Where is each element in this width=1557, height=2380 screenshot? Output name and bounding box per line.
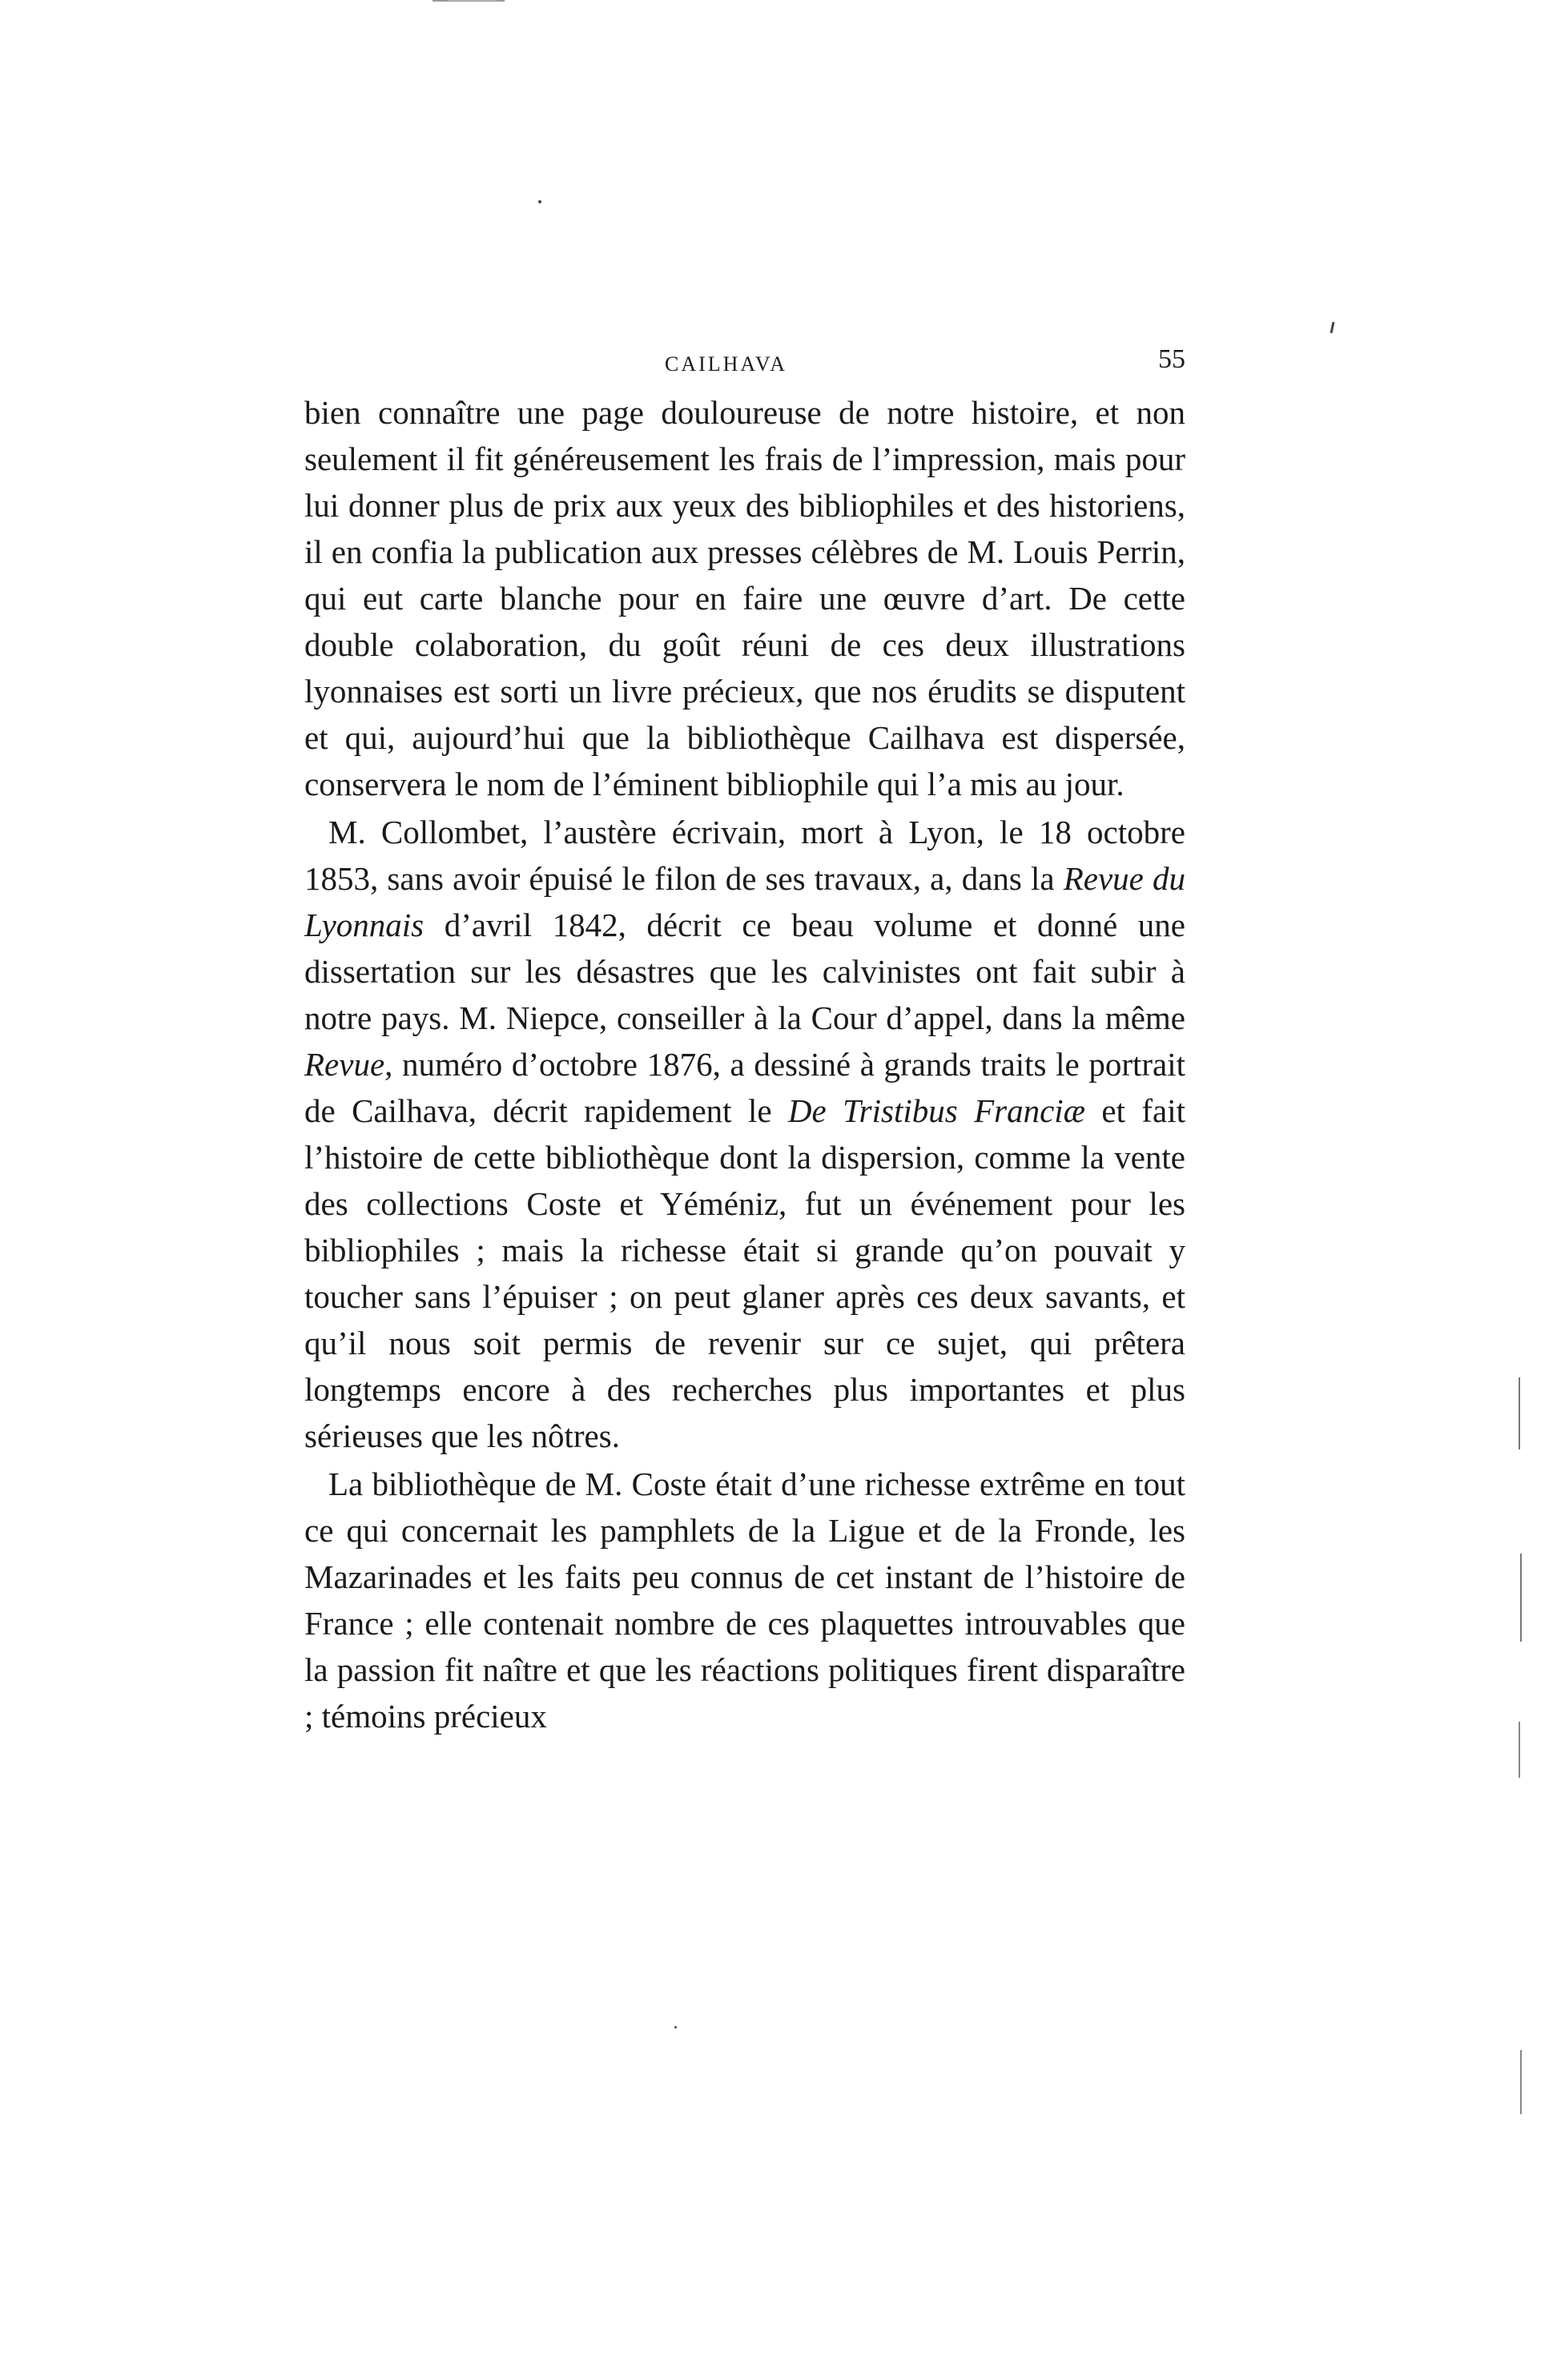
scan-line-right-4 xyxy=(1520,2050,1522,2114)
body-text xyxy=(304,389,1185,1739)
scan-line-top-right xyxy=(449,0,497,1)
scan-line-right-2 xyxy=(1520,1554,1522,1642)
paragraph-2-text-3: numéro d’octobre 1876, a dessiné à grands traits le portrait de Cailhava, décrit rapidement le xyxy=(304,1046,1185,1129)
journal-title-revue-du-lyonnais: Revue du Lyonnais xyxy=(304,860,1185,943)
paragraph-3: La bibliothèque de M. Coste était d’une richesse extrême en tout ce qui concernait les pamphlets de la Ligue et de la Fronde, les Mazarinades et les faits peu connus de cet instant de l’histoire de France ; elle contenait nombre de ces plaquettes introuvables que la passion fit naître et que les réactions politiques firent disparaître ; témoins précieux xyxy=(304,1465,1185,1735)
paragraph-2-text-2: d’avril 1842, décrit ce beau volume et donné une dissertation sur les désastres que les calvinistes ont fait subir à notre pays. M. Niepce, conseiller à la Cour d’appel, dans la même xyxy=(304,907,1185,1036)
scan-line-right-1 xyxy=(1519,1377,1520,1449)
book-page xyxy=(304,336,1185,1739)
paragraph-2-text-1: M. Collombet, l’austère écrivain, mort à Lyon, le 18 octobre 1853, sans avoir épuisé le filon de ses travaux, a, dans la xyxy=(304,814,1185,897)
running-head xyxy=(304,336,1185,384)
scan-dot-bottom xyxy=(674,2026,677,2028)
journal-title-revue: Revue, xyxy=(304,1046,393,1083)
paragraph-2 xyxy=(304,809,1185,1459)
book-title-de-tristibus-franciae: De Tristibus Franciæ xyxy=(787,1092,1086,1129)
page-number: 55 xyxy=(1158,344,1185,374)
scan-line-right-3 xyxy=(1519,1722,1520,1778)
running-title: CAILHAVA xyxy=(665,352,788,376)
paragraph-1: bien connaître une page douloureuse de notre histoire, et non seulement il fit généreusement les frais de l’impression, mais pour lui donner plus de prix aux yeux des bibliophiles et des historiens, il en confia la publication aux presses célèbres de M. Louis Perrin, qui eut carte blanche pour en faire une œuvre d’art. De cette double colaboration, du goût réuni de ces deux illustrations lyonnaises est sorti un livre précieux, que nos érudits se disputent et qui, aujourd’hui que la bibliothèque Cailhava est dispersée, conservera le nom de l’éminent bibliophile qui l’a mis au jour. xyxy=(304,394,1185,802)
scan-tick xyxy=(1330,322,1335,333)
paragraph-2-text-4: et fait l’histoire de cette bibliothèque dont la dispersion, comme la vente des collections Coste et Yéméniz, fut un événement pour les bibliophiles ; mais la richesse était si grande qu’on pouvait y toucher sans l’épuiser ; on peut glaner après ces deux savants, et qu’il nous soit permis de revenir sur ce sujet, qui prêtera longtemps encore à des recherches plus importantes et plus sérieuses que les nôtres. xyxy=(304,1092,1185,1454)
scan-dot xyxy=(538,200,541,203)
